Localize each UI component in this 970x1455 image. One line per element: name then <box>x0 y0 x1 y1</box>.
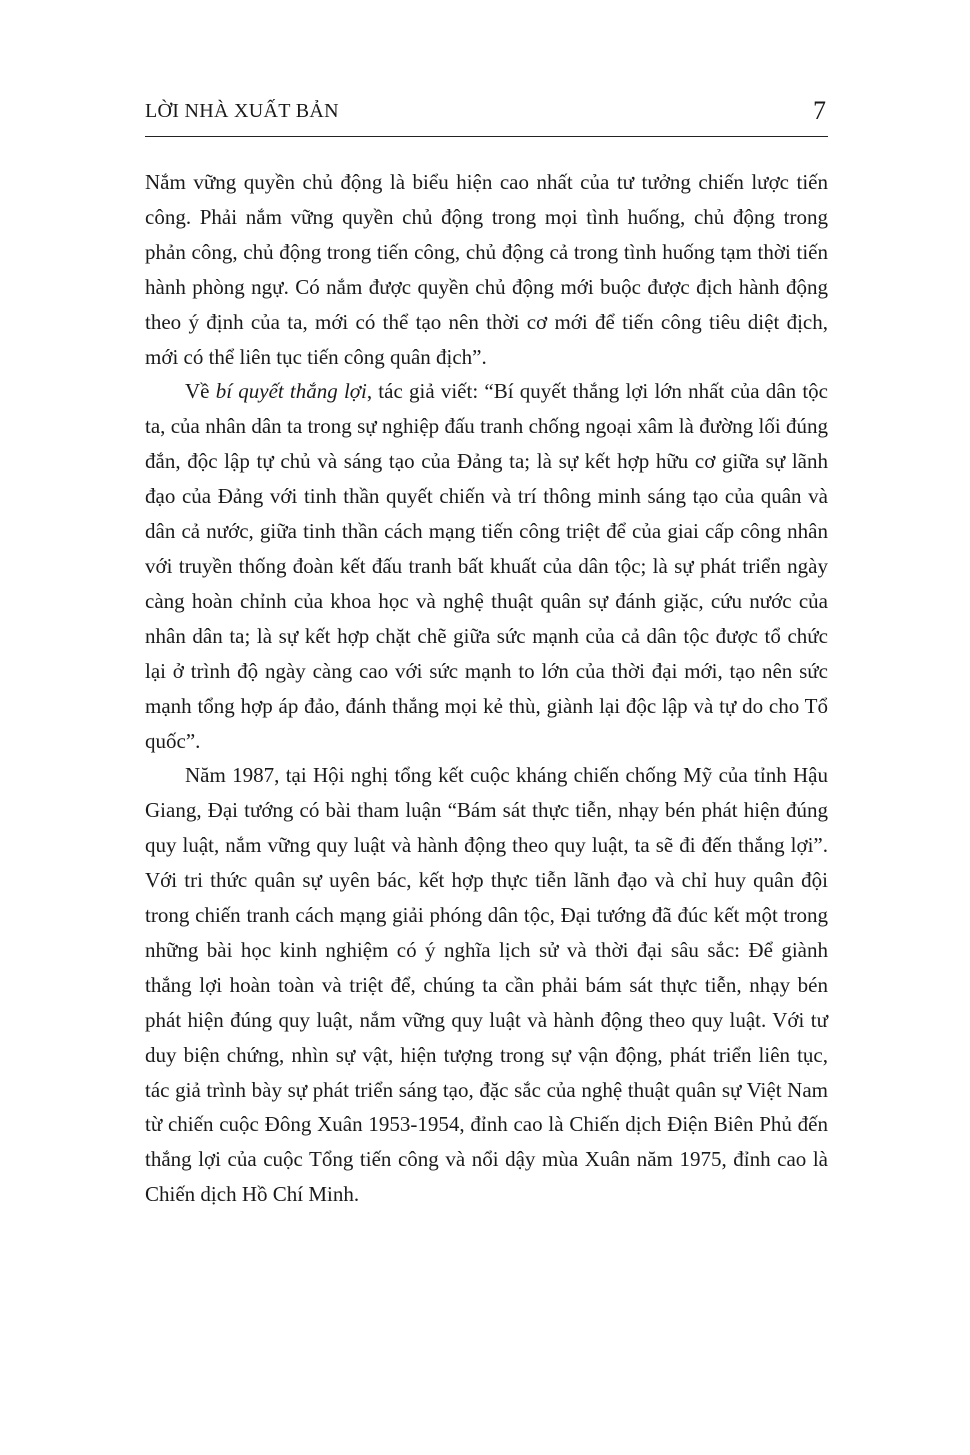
page-number: 7 <box>813 96 826 125</box>
body-text <box>145 165 828 1212</box>
header-rule <box>145 136 828 137</box>
paragraph-3: Năm 1987, tại Hội nghị tổng kết cuộc kháng chiến chống Mỹ của tỉnh Hậu Giang, Đại tướng có bài tham luận “Bám sát thực tiễn, nhạy bén phát hiện đúng quy luật, nắm vững quy luật và hành động theo quy luật, ta sẽ đi đến thắng lợi”. Với tri thức quân sự uyên bác, kết hợp thực tiễn lãnh đạo và chỉ huy quân đội trong chiến tranh cách mạng giải phóng dân tộc, Đại tướng đã đúc kết một trong những bài học kinh nghiệm có ý nghĩa lịch sử và thời đại sâu sắc: Để giành thắng lợi hoàn toàn và triệt để, chúng ta cần phải bám sát thực tiễn, nhạy bén phát hiện đúng quy luật, nắm vững quy luật và hành động theo quy luật. Với tư duy biện chứng, nhìn sự vật, hiện tượng trong sự vận động, phát triển liên tục, tác giả trình bày sự phát triển sáng tạo, đặc sắc của nghệ thuật quân sự Việt Nam từ chiến cuộc Đông Xuân 1953-1954, đỉnh cao là Chiến dịch Điện Biên Phủ đến thắng lợi của cuộc Tổng tiến công và nổi dậy mùa Xuân năm 1975, đỉnh cao là Chiến dịch Hồ Chí Minh. <box>145 763 828 1207</box>
paragraph-1: Nắm vững quyền chủ động là biểu hiện cao nhất của tư tưởng chiến lược tiến công. Phải nắm vững quyền chủ động trong mọi tình huống, chủ động trong phản công, chủ động trong tiến công, chủ động cả trong tình huống tạm thời tiến hành phòng ngự. Có nắm được quyền chủ động mới buộc được địch hành động theo ý định của ta, mới có thể tạo nên thời cơ mới để tiến công tiêu diệt địch, mới có thể liên tục tiến công quân địch”. <box>145 170 828 369</box>
running-head <box>145 98 828 138</box>
paragraph-2-lead: Về <box>185 379 216 404</box>
paragraph-2 <box>145 374 828 758</box>
paragraph-2-rest: , tác giả viết: “Bí quyết thắng lợi lớn nhất của dân tộc ta, của nhân dân ta trong sự nghiệp đấu tranh chống ngoại xâm là đường lối đúng đắn, độc lập tự chủ và sáng tạo của Đảng ta; là sự kết hợp hữu cơ giữa sự lãnh đạo của Đảng với tinh thần quyết chiến và trí thông minh sáng tạo của quân và dân cả nước, giữa tinh thần cách mạng tiến công triệt để của giai cấp công nhân với truyền thống đoàn kết đấu tranh bất khuất của dân tộc; là sự phát triển ngày càng hoàn chỉnh của khoa học và nghệ thuật quân sự đánh giặc, cứu nước của nhân dân ta; là sự kết hợp chặt chẽ giữa sức mạnh của cả dân tộc được tổ chức lại ở trình độ ngày càng cao với sức mạnh to lớn của thời đại mới, tạo nên sức mạnh tổng hợp áp đảo, đánh thắng mọi kẻ thù, giành lại độc lập và tự do cho Tổ quốc”. <box>145 379 828 753</box>
paragraph-2-italic-term: bí quyết thắng lợi <box>215 379 367 404</box>
running-title: LỜI NHÀ XUẤT BẢN <box>145 100 339 122</box>
